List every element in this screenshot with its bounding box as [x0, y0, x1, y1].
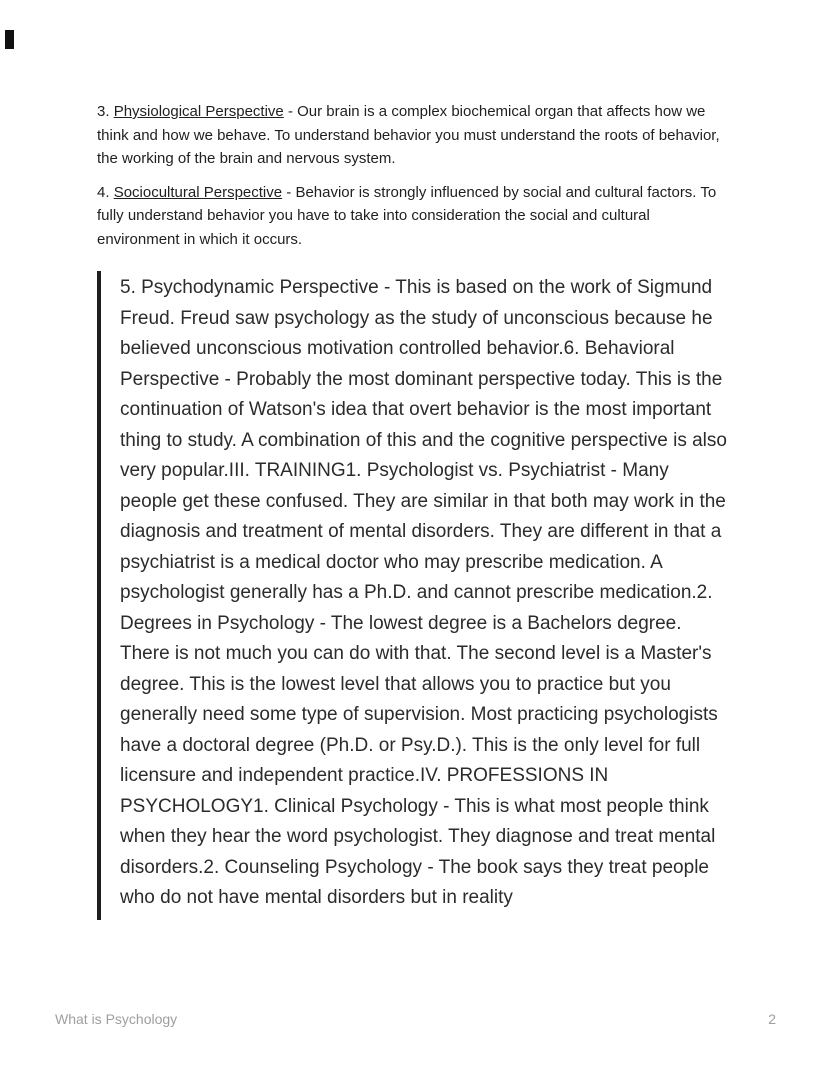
underlined-term: Sociocultural Perspective: [113, 183, 283, 201]
page-footer: [55, 1011, 776, 1027]
blockquote: [97, 271, 731, 920]
paragraph-body: - Behavior is strongly influenced by social and cultural factors. To fully understand behavior you have to take into consideration the social and cultural environment in which it occurs.: [97, 183, 717, 248]
paragraph-body: - Our brain is a complex biochemical organ that affects how we think and how we behave. To understand behavior you must understand the roots of behavior, the working of the brain and nervous system.: [97, 103, 720, 167]
blockquote-text: 5. Psychodynamic Perspective - This is based on the work of Sigmund Freud. Freud saw psychology as the study of unconscious because he believed unconscious motivation controlled behavior.6. Behavioral Perspective - Probably the most dominant perspective today. This is the continuation of Watson's idea that overt behavior is the most important thing to study. A combination of this and the cognitive perspective is also very popular.III. TRAINING1. Psychologist vs. Psychiatrist - Many people get these confused. They are similar in that both may work in the diagnosis and treatment of mental disorders. They are different in that a psychiatrist is a medical doctor who may prescribe medication. A psychologist generally has a Ph.D. and cannot prescribe medication.2. Degrees in Psychology - The lowest degree is a Bachelors degree. There is not much you can do with that. The second level is a Master's degree. This is the lowest level that allows you to practice but you generally need some type of supervision. Most practicing psychologists have a doctoral degree (Ph.D. or Psy.D.). This is the only level for full licensure and independent practice.IV. PROFESSIONS IN PSYCHOLOGY1. Clinical Psychology - This is what most people think when they hear the word psychologist. They diagnose and treat mental disorders.2. Counseling Psychology - The book says they treat people who do not have mental disorders but in reality: [120, 277, 727, 908]
document-content: [97, 100, 731, 920]
paragraph-physiological: [97, 100, 731, 171]
footer-document-title: What is Psychology: [55, 1011, 178, 1027]
paragraph-number: 4.: [97, 183, 114, 201]
paragraph-number: 3.: [97, 103, 114, 120]
edge-mark: [5, 30, 14, 49]
underlined-term: Physiological Perspective: [113, 103, 284, 120]
footer-page-number: 2: [768, 1011, 776, 1027]
paragraph-sociocultural: [97, 181, 731, 252]
